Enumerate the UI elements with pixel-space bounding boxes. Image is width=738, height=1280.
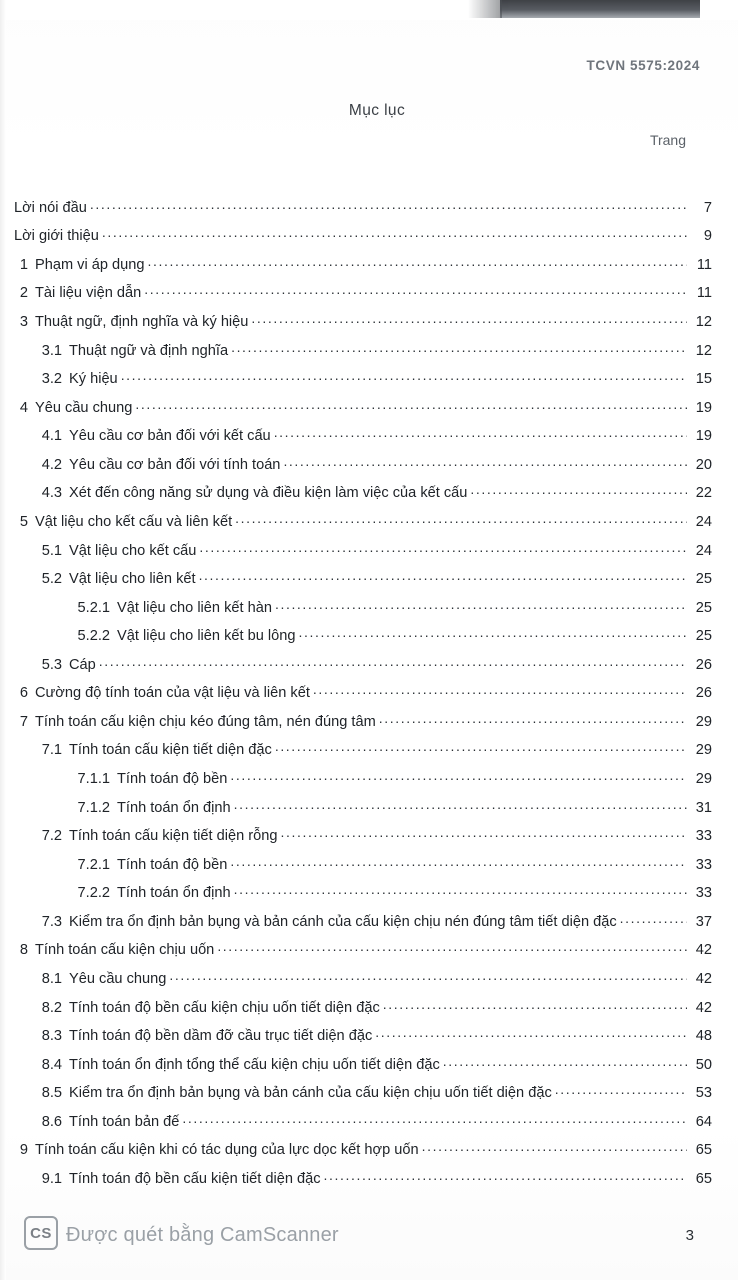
toc-entry-title: Yêu cầu cơ bản đối với tính toán (69, 456, 281, 473)
toc-entry-title: Cáp (69, 656, 96, 673)
toc-entry-number: 4.3 (41, 485, 62, 502)
toc-entry[interactable] (14, 649, 712, 678)
toc-entry-page: 48 (695, 1028, 712, 1045)
toc-entry-page: 11 (696, 256, 712, 273)
toc-entry[interactable] (14, 449, 712, 478)
toc-entry-number: 7.3 (41, 913, 62, 930)
toc-entry[interactable] (14, 421, 712, 450)
scan-shadow-block (500, 0, 700, 18)
toc-entry[interactable] (14, 992, 712, 1021)
toc-entry-number: 7.1.1 (77, 771, 110, 788)
toc-entry-title: Yêu cầu chung (69, 970, 167, 987)
toc-entry-number: 5.2.2 (77, 628, 110, 645)
toc-entry-title: Tính toán độ bền cấu kiện tiết diện đặc (69, 1170, 321, 1187)
toc-entry-page: 50 (695, 1056, 712, 1073)
toc-leader-dots (217, 940, 687, 955)
page-footer (0, 1210, 738, 1256)
toc-entry-number: 8 (19, 942, 28, 959)
toc-leader-dots (251, 311, 687, 326)
toc-leader-dots (281, 826, 687, 841)
toc-entry-page: 19 (695, 399, 712, 416)
toc-entry-page: 29 (695, 771, 712, 788)
toc-entry-title: Tính toán độ bền (117, 771, 228, 788)
toc-entry[interactable] (14, 278, 712, 307)
toc-leader-dots (470, 483, 687, 498)
toc-leader-dots (299, 626, 688, 641)
toc-leader-dots (283, 454, 687, 469)
toc-entry-number: 7.1 (41, 742, 62, 759)
toc-entry-title: Tính toán cấu kiện tiết diện rỗng (69, 828, 278, 845)
toc-entry-title: Tính toán độ bền (117, 856, 228, 873)
toc-leader-dots (199, 540, 687, 555)
toc-entry-page: 24 (695, 513, 712, 530)
toc-leader-dots (234, 883, 687, 898)
toc-entry-title: Vật liệu cho liên kết hàn (117, 599, 272, 616)
toc-entry-page: 65 (695, 1142, 712, 1159)
toc-entry-title: Tính toán độ bền dầm đỡ cầu trục tiết diện đặc (69, 1028, 373, 1045)
toc-entry-title: Tính toán cấu kiện chịu uốn (35, 942, 215, 959)
toc-entry-page: 33 (695, 885, 712, 902)
toc-leader-dots (275, 597, 687, 612)
toc-leader-dots (422, 1140, 687, 1155)
toc-entry-page: 26 (695, 656, 712, 673)
toc-leader-dots (199, 569, 687, 584)
toc-entry-number: 8.2 (41, 999, 62, 1016)
toc-entry-page: 25 (695, 599, 712, 616)
toc-entry-title: Phạm vi áp dụng (35, 256, 145, 273)
toc-leader-dots (383, 997, 687, 1012)
toc-entry-page: 12 (695, 314, 712, 331)
toc-entry[interactable] (14, 620, 712, 649)
toc-entry-title: Tính toán cấu kiện tiết diện đặc (69, 742, 272, 759)
toc-entry-title: Vật liệu cho liên kết (69, 571, 196, 588)
toc-entry[interactable] (14, 306, 712, 335)
toc-entry-page: 26 (695, 685, 712, 702)
toc-entry-page: 42 (695, 970, 712, 987)
toc-entry-page: 33 (695, 856, 712, 873)
toc-entry-page: 12 (695, 342, 712, 359)
toc-entry-title: Vật liệu cho liên kết bu lông (117, 628, 296, 645)
toc-leader-dots (144, 283, 687, 298)
toc-entry-number: 6 (19, 685, 28, 702)
scan-shadow-strip (0, 0, 738, 20)
toc-entry-title: Tính toán cấu kiện khi có tác dụng của lực dọc kết hợp uốn (35, 1142, 419, 1159)
toc-entry-title: Thuật ngữ, định nghĩa và ký hiệu (35, 314, 249, 331)
toc-entry-number: 8.4 (41, 1056, 62, 1073)
toc-entry-title: Tính toán bản đế (69, 1113, 180, 1130)
toc-entry-number: 2 (19, 285, 28, 302)
toc-entry[interactable] (14, 1163, 712, 1192)
toc-leader-dots (231, 340, 687, 355)
toc-entry-number: 5.2.1 (77, 599, 110, 616)
toc-entry[interactable] (14, 1049, 712, 1078)
toc-leader-dots (121, 369, 687, 384)
toc-entry[interactable] (14, 935, 712, 964)
toc-entry[interactable] (14, 506, 712, 535)
toc-entry-number: 5 (19, 513, 28, 530)
toc-leader-dots (182, 1111, 687, 1126)
toc-entry-title: Tính toán ổn định tổng thể cấu kiện chịu uốn tiết diện đặc (69, 1056, 440, 1073)
toc-entry[interactable] (14, 706, 712, 735)
toc-entry-title: Thuật ngữ và định nghĩa (69, 342, 229, 359)
toc-entry-page: 15 (695, 371, 712, 388)
toc-leader-dots (148, 254, 687, 269)
toc-leader-dots (234, 797, 687, 812)
toc-entry-number: 7.1.2 (77, 799, 110, 816)
toc-entry-number: 3.1 (41, 342, 62, 359)
toc-leader-dots (135, 397, 687, 412)
toc-leader-dots (443, 1054, 687, 1069)
toc-entry-page: 33 (695, 828, 712, 845)
toc-entry-number: 4.1 (41, 428, 62, 445)
toc-entry-number: 5.2 (41, 571, 62, 588)
toc-entry-title: Tài liệu viện dẫn (35, 285, 142, 302)
toc-entry-title: Cường độ tính toán của vật liệu và liên kết (35, 685, 310, 702)
toc-leader-dots (274, 426, 687, 441)
toc-leader-dots (375, 1026, 687, 1041)
toc-entry-page: 11 (696, 285, 712, 302)
toc-entry-number: 7.2 (41, 828, 62, 845)
toc-leader-dots (230, 768, 687, 783)
toc-entry[interactable] (14, 592, 712, 621)
toc-entry-number: 8.1 (41, 970, 62, 987)
toc-entry-number: 1 (19, 256, 28, 273)
toc-entry[interactable] (14, 963, 712, 992)
toc-entry[interactable] (14, 563, 712, 592)
toc-leader-dots (379, 711, 687, 726)
toc-entry-title: Yêu cầu chung (35, 399, 133, 416)
toc-entry-title: Tính toán cấu kiện chịu kéo đúng tâm, nén đúng tâm (35, 713, 376, 730)
camscanner-watermark-text: Được quét bằng CamScanner (66, 1224, 339, 1246)
toc-entry[interactable] (14, 878, 712, 907)
toc-entry-page: 19 (695, 428, 712, 445)
toc-entry[interactable] (14, 849, 712, 878)
toc-entry-title: Vật liệu cho kết cấu (69, 542, 197, 559)
toc-entry-number: 8.6 (41, 1113, 62, 1130)
toc-entry-number: 3.2 (41, 371, 62, 388)
toc-entry-page: 29 (695, 742, 712, 759)
toc-entry-number: 3 (19, 314, 28, 331)
toc-entry-title: Xét đến công năng sử dụng và điều kiện làm việc của kết cấu (69, 485, 468, 502)
toc-entry-number: 8.3 (41, 1028, 62, 1045)
page-edge (0, 0, 6, 1280)
toc-entry[interactable] (14, 820, 712, 849)
toc-leader-dots (313, 683, 687, 698)
toc-entry-number: 8.5 (41, 1085, 62, 1102)
toc-entry-page: 42 (695, 999, 712, 1016)
toc-entry[interactable] (14, 1020, 712, 1049)
toc-entry-page: 25 (695, 628, 712, 645)
page-number: 3 (685, 1227, 694, 1244)
camscanner-badge-icon: CS (24, 1216, 58, 1250)
toc-leader-dots (620, 911, 687, 926)
toc-leader-dots (275, 740, 687, 755)
toc-entry[interactable] (14, 1077, 712, 1106)
toc-entry[interactable] (14, 478, 712, 507)
toc-entry-page: 29 (695, 713, 712, 730)
toc-entry-page: 25 (695, 571, 712, 588)
toc-entry-title: Tính toán ổn định (117, 885, 231, 902)
toc-entry-title: Tính toán ổn định (117, 799, 231, 816)
toc-entry-page: 7 (703, 199, 712, 216)
toc-entry-title: Kiểm tra ổn định bản bụng và bản cánh của cấu kiện chịu uốn tiết diện đặc (69, 1085, 552, 1102)
toc-entry-number: 9.1 (41, 1170, 62, 1187)
toc-leader-dots (90, 197, 687, 212)
toc-entry-page: 42 (695, 942, 712, 959)
toc-leader-dots (324, 1168, 687, 1183)
toc-entry-title: Lời giới thiệu (14, 228, 99, 245)
toc-entry-page: 9 (703, 228, 712, 245)
toc-entry-number: 7 (19, 713, 28, 730)
toc-leader-dots (102, 226, 687, 241)
toc-entry-title: Lời nói đầu (14, 199, 87, 216)
toc-entry-page: 65 (695, 1170, 712, 1187)
page-column-header: Trang (649, 132, 686, 148)
toc-entry-number: 7.2.1 (77, 856, 110, 873)
toc-entry-number: 4 (19, 399, 28, 416)
toc-entry[interactable] (14, 221, 712, 250)
toc-entry[interactable] (14, 906, 712, 935)
toc-entry[interactable] (14, 392, 712, 421)
toc-entry[interactable] (14, 363, 712, 392)
page-title: Mục lục (348, 102, 406, 119)
toc-leader-dots (99, 654, 687, 669)
toc-leader-dots (169, 968, 687, 983)
standard-code: TCVN 5575:2024 (586, 58, 700, 73)
toc-entry-number: 9 (19, 1142, 28, 1159)
toc-entry-title: Kiểm tra ổn định bản bụng và bản cánh của cấu kiện chịu nén đúng tâm tiết diện đặc (69, 913, 617, 930)
toc-entry[interactable] (14, 335, 712, 364)
toc-entry[interactable] (14, 678, 712, 707)
table-of-contents (14, 192, 712, 1192)
toc-entry-number: 5.1 (41, 542, 62, 559)
toc-entry-title: Vật liệu cho kết cấu và liên kết (35, 513, 233, 530)
toc-entry[interactable] (14, 1106, 712, 1135)
toc-entry-number: 5.3 (41, 656, 62, 673)
toc-entry[interactable] (14, 763, 712, 792)
toc-entry-number: 4.2 (41, 456, 62, 473)
toc-entry[interactable] (14, 249, 712, 278)
toc-entry[interactable] (14, 535, 712, 564)
toc-entry-page: 20 (695, 456, 712, 473)
toc-leader-dots (555, 1083, 687, 1098)
toc-leader-dots (230, 854, 687, 869)
toc-entry-page: 24 (695, 542, 712, 559)
toc-entry-page: 31 (695, 799, 712, 816)
toc-entry[interactable] (14, 735, 712, 764)
toc-entry[interactable] (14, 1135, 712, 1164)
toc-entry[interactable] (14, 192, 712, 221)
toc-entry-title: Yêu cầu cơ bản đối với kết cấu (69, 428, 271, 445)
toc-entry-page: 53 (695, 1085, 712, 1102)
toc-entry-page: 22 (695, 485, 712, 502)
toc-entry-number: 7.2.2 (77, 885, 110, 902)
toc-entry-title: Ký hiệu (69, 371, 118, 388)
toc-entry-page: 37 (695, 913, 712, 930)
toc-entry-title: Tính toán độ bền cấu kiện chịu uốn tiết diện đặc (69, 999, 380, 1016)
toc-entry[interactable] (14, 792, 712, 821)
toc-leader-dots (235, 511, 687, 526)
toc-entry-page: 64 (695, 1113, 712, 1130)
